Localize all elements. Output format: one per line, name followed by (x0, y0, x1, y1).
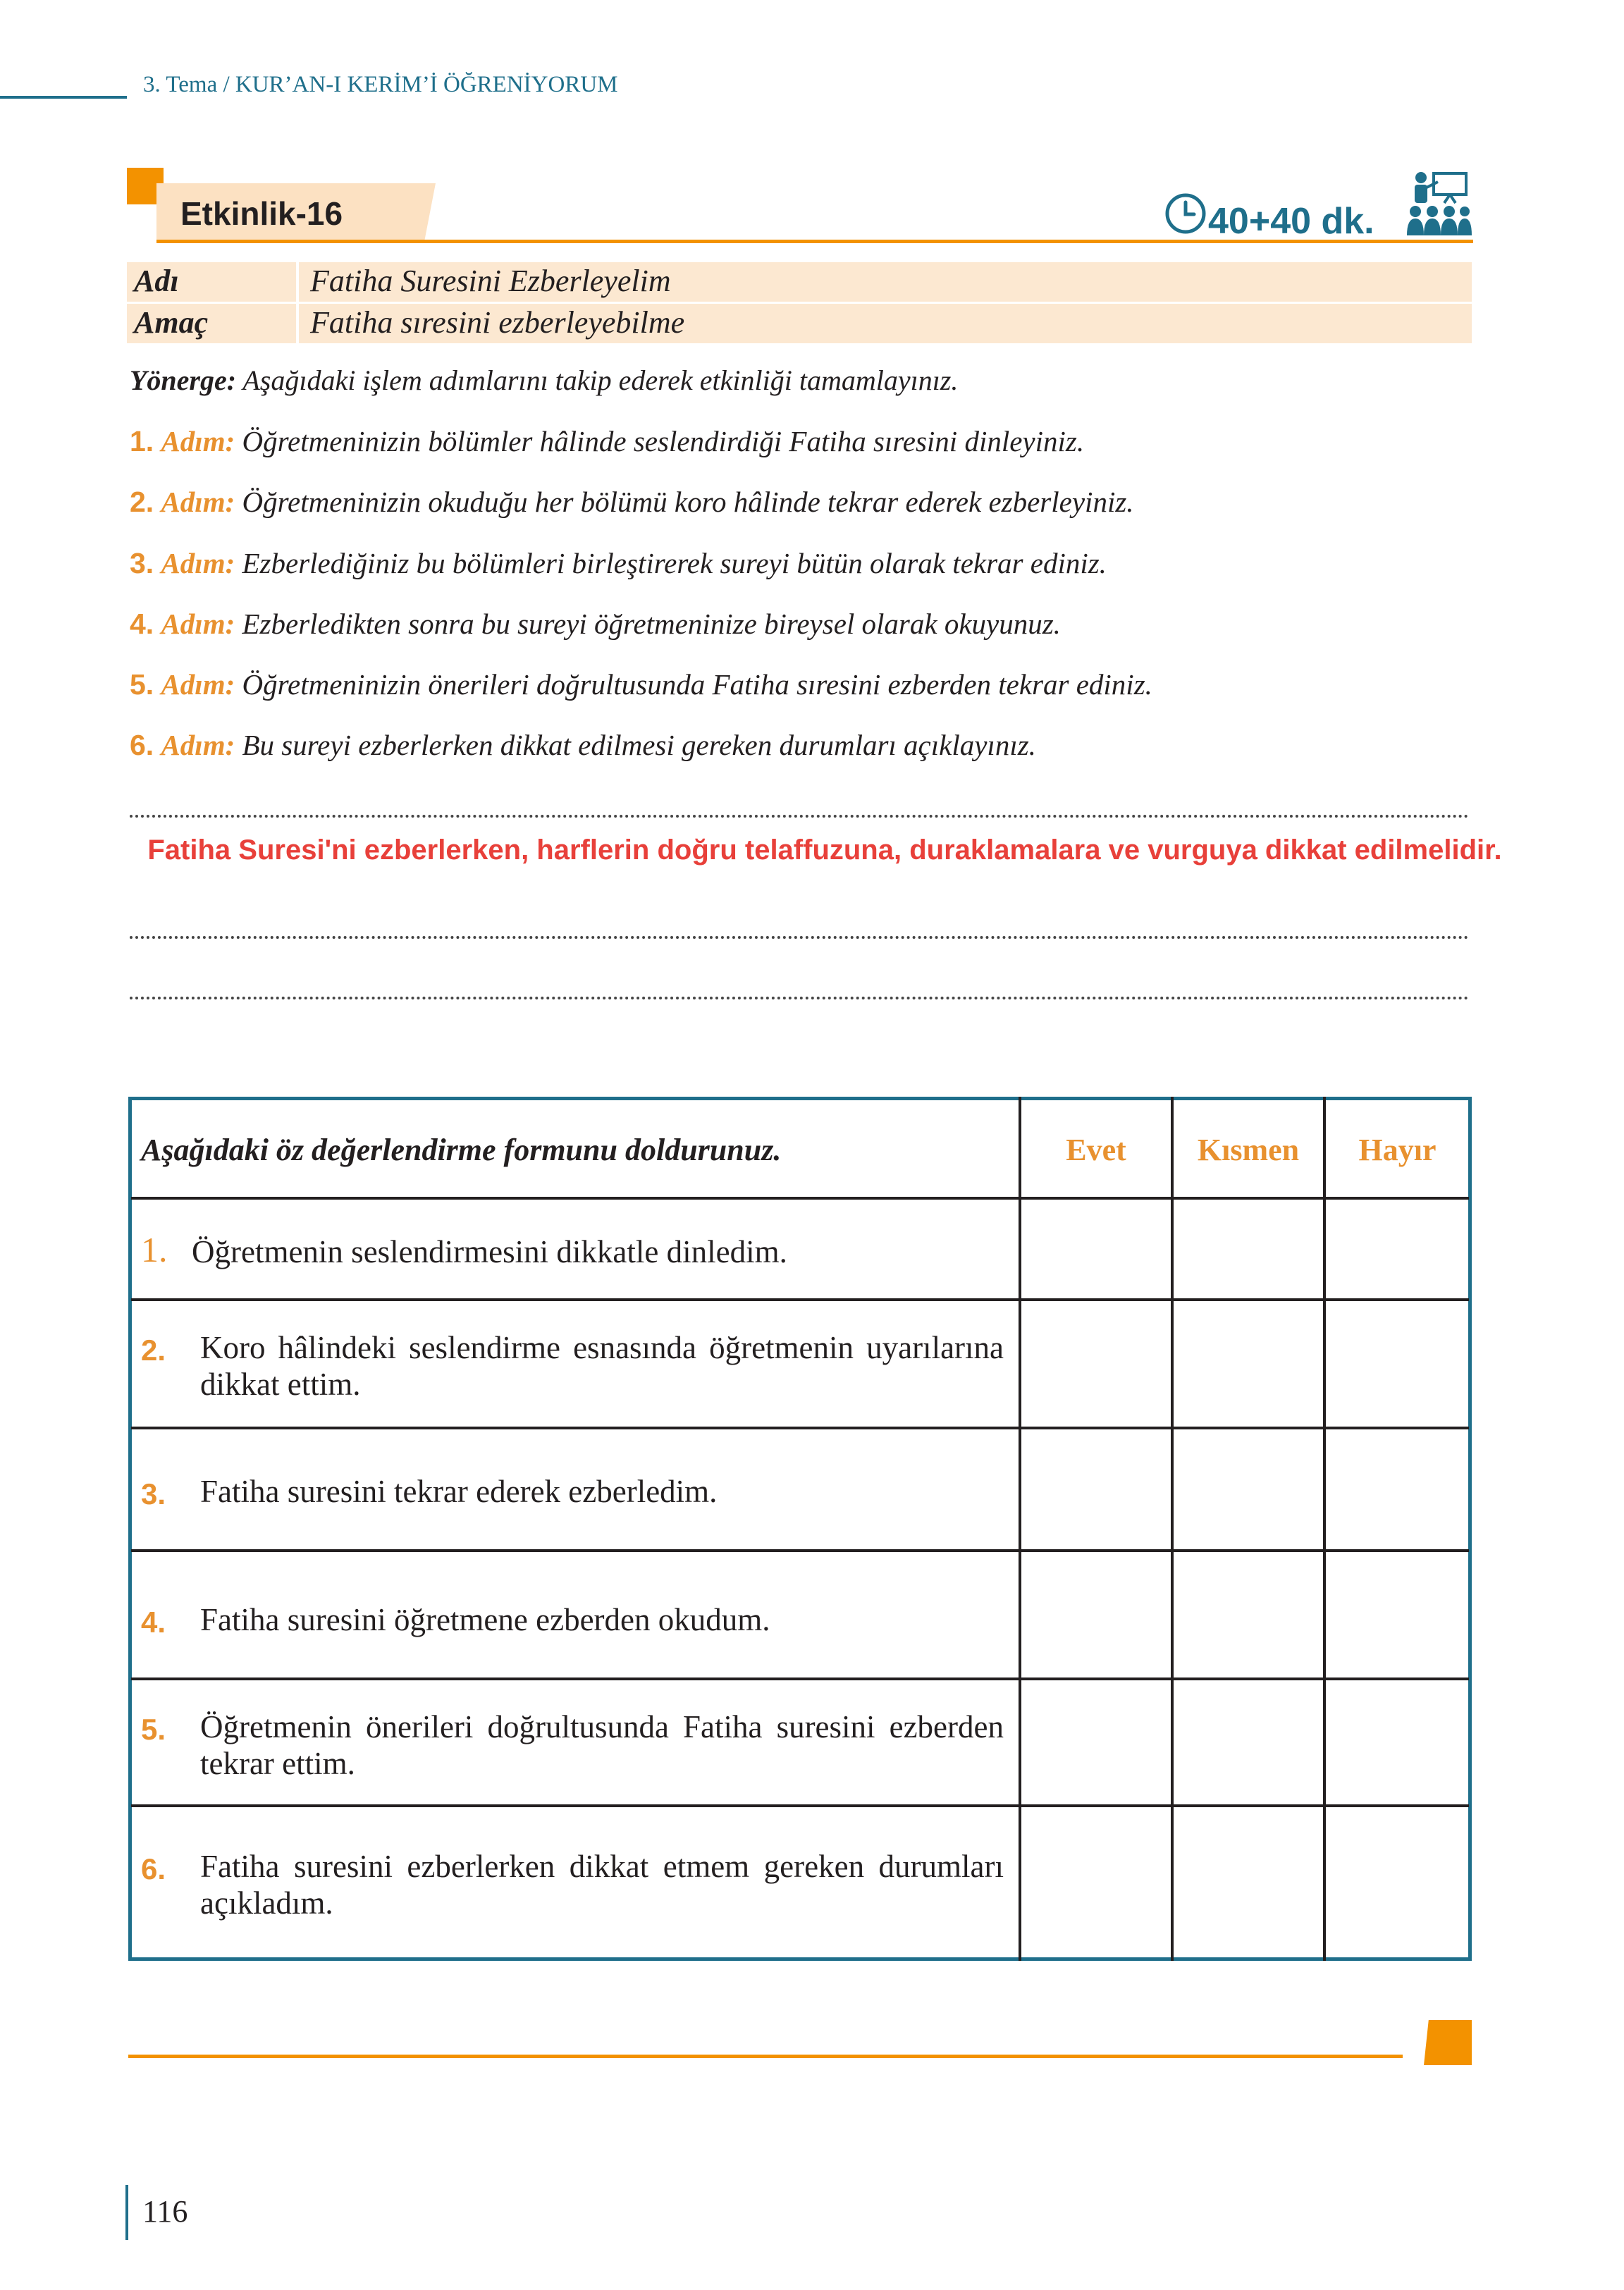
step-2 (130, 485, 1134, 519)
row-number: 2. (141, 1334, 166, 1367)
classroom-icon (1405, 171, 1472, 238)
header-rule (0, 96, 127, 99)
answer-line (130, 815, 1469, 818)
column-header-yes: Evet (1066, 1133, 1126, 1167)
row-divider (131, 1549, 1469, 1552)
step-text: Öğretmeninizin bölümler hâlinde seslendirdiği Fatiha sıresini dinleyiniz. (235, 425, 1085, 457)
step-3 (130, 546, 1107, 580)
footer-accent (1424, 2020, 1472, 2065)
answer-line (130, 997, 1469, 999)
row-text: Öğretmenin önerileri doğrultusunda Fatiha suresini ezberden tekrar ettim. (200, 1709, 1004, 1781)
step-number: 1. (130, 425, 154, 457)
step-label: Adım: (161, 425, 235, 457)
row-divider (131, 1678, 1469, 1680)
duration: 40+40 dk. (1208, 201, 1374, 242)
step-text: Bu sureyi ezberlerken dikkat edilmesi gereken durumları açıklayınız. (235, 729, 1036, 761)
row-number: 4. (141, 1606, 166, 1639)
row-number: 5. (141, 1713, 166, 1746)
step-6 (130, 728, 1036, 762)
column-divider (1019, 1097, 1021, 1961)
purpose-label: Amaç (134, 305, 209, 340)
step-text: Öğretmeninizin okuduğu her bölümü koro hâlinde tekrar ederek ezberleyiniz. (235, 486, 1134, 518)
row-number: 3. (141, 1477, 166, 1510)
step-label: Adım: (161, 729, 235, 761)
row-text: Fatiha suresini ezberlerken dikkat etmem gereken durumları açıkladım. (200, 1849, 1004, 1921)
row-text: Öğretmenin seslendirmesini dikkatle dinledim. (192, 1234, 787, 1269)
row-number: 1. (141, 1230, 168, 1269)
step-5 (130, 667, 1152, 701)
footer-rule (128, 2055, 1403, 2058)
breadcrumb: 3. Tema / KUR’AN-I KERİM’İ ÖĞRENİYORUM (143, 72, 618, 97)
step-label: Adım: (161, 608, 235, 640)
row-text: Fatiha suresini tekrar ederek ezberledim. (200, 1474, 718, 1509)
step-text: Ezberlediğiniz bu bölümleri birleştirerek sureyi bütün olarak tekrar ediniz. (235, 547, 1107, 579)
activity-label: Etkinlik-16 (180, 195, 343, 232)
self-evaluation-table (128, 1097, 1472, 1961)
clock-icon (1164, 192, 1207, 235)
row-text: Koro hâlindeki seslendirme esnasında öğretmenin uyarılarına dikkat ettim. (200, 1330, 1004, 1402)
instruction-text: Aşağıdaki işlem adımlarını takip ederek etkinliği tamamlayınız. (236, 364, 959, 396)
column-divider (1323, 1097, 1326, 1961)
answer-text: Fatiha Suresi'ni ezberlerken, harflerin doğru telaffuzuna, duraklamalara ve vurguya dikkat edilmelidir. (147, 835, 1502, 866)
step-text: Ezberledikten sonra bu sureyi öğretmeninize bireysel olarak okuyunuz. (235, 608, 1061, 640)
row-number: 6. (141, 1852, 166, 1885)
step-label: Adım: (161, 486, 235, 518)
row-divider (131, 1298, 1469, 1301)
row-divider (131, 1197, 1469, 1200)
step-number: 3. (130, 547, 154, 579)
step-1 (130, 424, 1084, 458)
step-4 (130, 607, 1061, 641)
step-label: Adım: (161, 668, 235, 701)
column-header-no: Hayır (1358, 1133, 1437, 1167)
step-number: 2. (130, 486, 154, 518)
column-header-partly: Kısmen (1197, 1133, 1300, 1167)
row-divider (131, 1804, 1469, 1807)
name-value: Fatiha Suresini Ezberleyelim (310, 264, 671, 298)
step-text: Öğretmeninizin önerileri doğrultusunda Fatiha sıresini ezberden tekrar ediniz. (235, 668, 1152, 701)
answer-line (130, 936, 1469, 939)
step-number: 6. (130, 729, 154, 761)
step-number: 4. (130, 608, 154, 640)
purpose-row-divider (296, 304, 299, 343)
step-label: Adım: (161, 547, 235, 579)
instruction (130, 364, 958, 397)
purpose-value: Fatiha sıresini ezberleyebilme (310, 305, 685, 340)
name-row-divider (296, 262, 299, 302)
name-label: Adı (134, 264, 179, 298)
row-text: Fatiha suresini öğretmene ezberden okudum. (200, 1602, 770, 1637)
table-heading: Aşağıdaki öz değerlendirme formunu doldurunuz. (141, 1133, 782, 1167)
page-number: 116 (142, 2194, 188, 2229)
instruction-label: Yönerge: (130, 364, 237, 396)
row-divider (131, 1427, 1469, 1429)
step-number: 5. (130, 668, 154, 701)
column-divider (1171, 1097, 1174, 1961)
page-number-bar (125, 2185, 128, 2240)
